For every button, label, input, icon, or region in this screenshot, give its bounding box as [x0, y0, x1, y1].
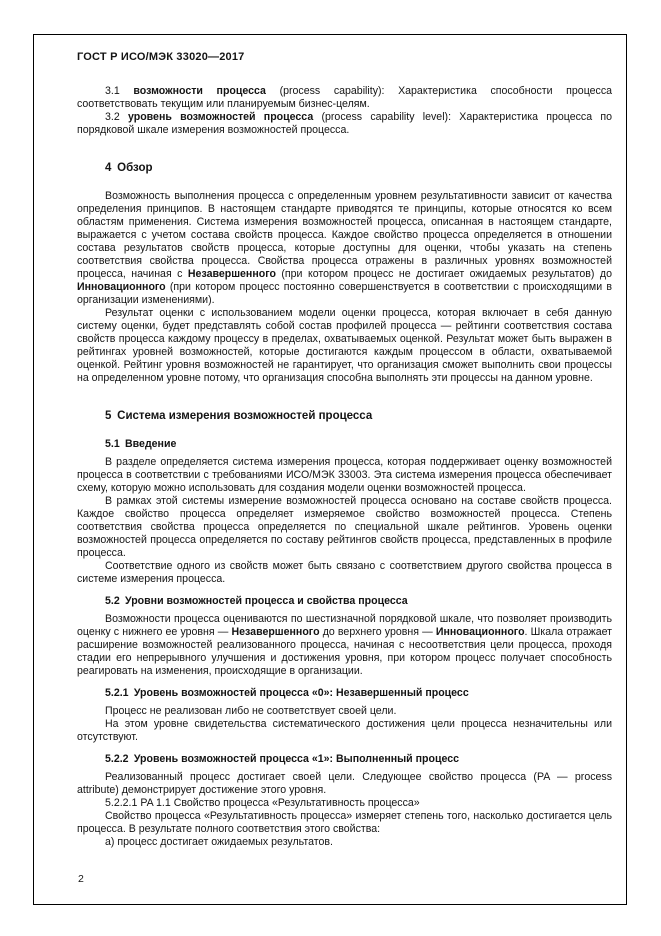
text-run-bold: Незавершенного	[231, 626, 320, 638]
paragraph-5-2-2-a: Реализованный процесс достигает своей цели. Следующее свойство процесса (PA — process attribute) демонстрирует достижение этого уровня.	[77, 771, 612, 796]
text-run: Возможности процесса оцениваются по шестизначной порядковой шкале, что позволяет производить оценку с нижнего ее уровня —	[77, 613, 612, 638]
text-run: 3.2	[105, 111, 128, 123]
text-run: 3.1	[105, 85, 134, 97]
page-border-frame	[33, 34, 627, 905]
paragraph-5-2-a	[77, 613, 612, 678]
paragraph-5-1-c: Соответствие одного из свойств может быть связано с соответствием другого свойства процесса в системе измерения процесса.	[77, 560, 612, 585]
page-number: 2	[78, 873, 84, 885]
heading-5-2-1: 5.2.1 Уровень возможностей процесса «0»: Незавершенный процесс	[105, 687, 469, 699]
text-run: (process capability): Характеристика способности процесса соответствовать текущим или планируемым бизнес-целям.	[77, 85, 613, 110]
heading-section-4: 4 Обзор	[105, 162, 153, 174]
heading-section-5: 5 Система измерения возможностей процесса	[105, 410, 373, 422]
text-run: (при котором процесс постоянно совершенствуется в соответствии с происходящими в организации изменениями).	[77, 281, 612, 306]
text-run-bold-term: возможности процесса	[133, 85, 266, 97]
text-run: (process capability level): Характеристика процесса по порядковой шкале измерения возможностей процесса.	[77, 111, 613, 136]
text-run: (при котором процесс не достигает ожидаемых результатов) до	[275, 268, 612, 280]
paragraph-overview-2: Результат оценки с использованием модели оценки процесса, которая включает в себя данную систему оценки, будет представлять собой состав профилей процесса — рейтинги соответствия состава свойств процесса каждому процессу в пределах, охватываемых оценкой. Результат может быть выражен в рейтингах уровней возможностей, которые достигаются каждым процессом в области, охватываемой оценкой. Рейтинг уровня возможностей не гарантирует, что организация сможет выполнить свои процессы на определенном уровне потому, что организация способна выполнять эти процессы на данном уровне.	[77, 307, 612, 384]
text-run-bold-term: уровень возможностей процесса	[127, 111, 314, 123]
text-run-bold: Инновационного	[435, 626, 525, 638]
paragraph-5-2-2-1-body: Свойство процесса «Результативность процесса» измеряет степень того, насколько достигается цель процесса. В результате полного соответствия этого свойства:	[77, 810, 612, 835]
text-run-bold: Незавершенного	[187, 268, 276, 280]
definition-3-1	[77, 85, 612, 111]
text-run: Возможность выполнения процесса с определенным уровнем результативности зависит от качества определения принципов. В настоящем стандарте приводятся те принципы, которые относятся ко всем областям применения. Система измерения возможностей процесса, описанная в настоящем стандарте, выражается с учетом состава свойств процесса. Каждое свойство процесса определяется в отношении состава результатов свойств процесса, которые доступны для оценки, чтобы указать на степень соответствия свойства процесса. Свойства процесса отражены в различных уровнях возможностей процесса, начиная с	[77, 190, 612, 280]
paragraph-5-1-b: В рамках этой системы измерение возможностей процесса основано на составе свойств процесса. Каждое свойство процесса определяет измеряемое свойство возможностей процесса. Степень соответствия свойства процесса определяется по специальной шкале рейтингов. Уровень оценки возможностей процесса определяется по составу рейтингов свойств процесса, представленных в профиле процесса.	[77, 495, 612, 559]
text-run: . Шкала отражает расширение возможностей реализованного процесса, начиная с несоответствия цели процесса, проходя стадии его непрерывного улучшения и достижения уровня, при котором процесс получает способность реагировать на изменения, происходящие в организации.	[77, 626, 612, 677]
heading-5-2: 5.2 Уровни возможностей процесса и свойства процесса	[105, 595, 408, 607]
heading-5-2-2: 5.2.2 Уровень возможностей процесса «1»: Выполненный процесс	[105, 753, 460, 765]
document-body	[77, 85, 612, 849]
paragraph-5-2-2-1-label: 5.2.2.1 PA 1.1 Свойство процесса «Результативность процесса»	[105, 797, 420, 809]
text-run-bold: Инновационного	[77, 281, 166, 293]
paragraph-5-1-a: В разделе определяется система измерения процесса, которая поддерживает оценку возможностей процесса в соответствии с требованиями ИСО/МЭК 33003. Эта система измерения процесса обеспечивает схему, которую можно использовать для создания модели оценки возможностей процесса.	[77, 456, 612, 494]
paragraph-5-2-1-b: На этом уровне свидетельства систематического достижения цели процесса незначительны или отсутствуют.	[77, 718, 612, 743]
paragraph-5-2-1-a: Процесс не реализован либо не соответствует своей цели.	[105, 705, 397, 717]
definition-3-2	[77, 111, 612, 137]
text-run: до верхнего уровня —	[319, 626, 436, 638]
running-header: ГОСТ Р ИСО/МЭК 33020—2017	[77, 51, 245, 63]
heading-5-1: 5.1 Введение	[105, 438, 177, 450]
paragraph-list-item-a: а) процесс достигает ожидаемых результатов.	[105, 836, 333, 848]
paragraph-overview-1	[77, 190, 612, 307]
